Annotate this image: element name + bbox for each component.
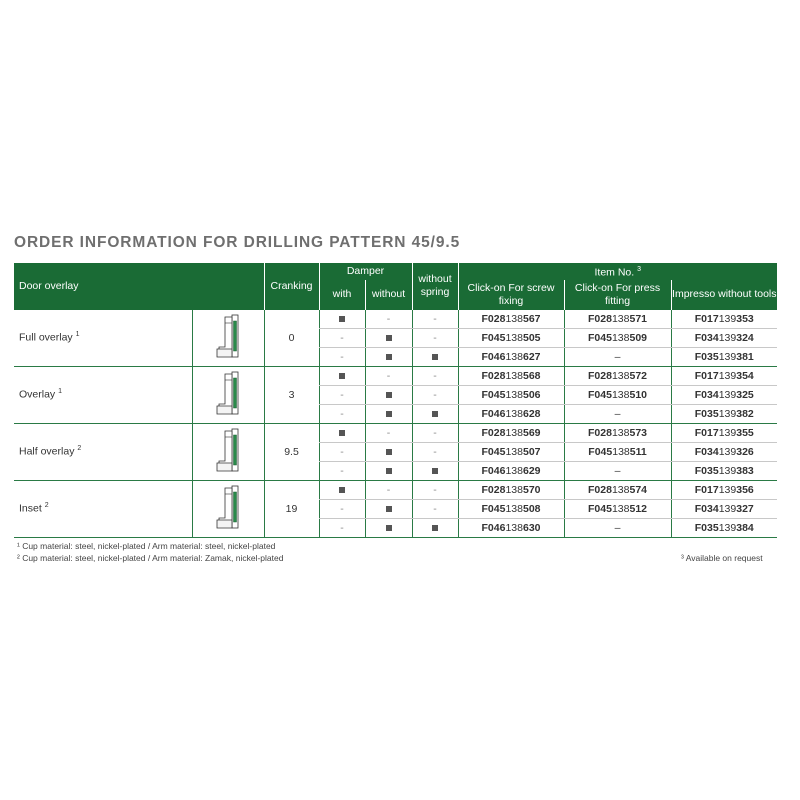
without-spring-cell bbox=[412, 461, 458, 480]
damper-with-cell bbox=[319, 423, 365, 442]
damper-without-cell bbox=[365, 518, 412, 537]
order-table bbox=[14, 263, 777, 538]
damper-with-cell: - bbox=[319, 461, 365, 480]
item-click-screw: F045138505 bbox=[458, 328, 564, 347]
item-click-screw: F045138508 bbox=[458, 499, 564, 518]
item-click-screw: F028138570 bbox=[458, 480, 564, 499]
without-spring-cell: - bbox=[412, 442, 458, 461]
header-damper: Damper bbox=[319, 263, 412, 280]
item-click-press: F028138571 bbox=[564, 310, 671, 329]
item-click-screw: F046138630 bbox=[458, 518, 564, 537]
item-click-press: F028138572 bbox=[564, 366, 671, 385]
table-row bbox=[14, 310, 777, 329]
item-impresso: F034139324 bbox=[671, 328, 777, 347]
filled-square-icon bbox=[386, 506, 392, 512]
damper-with-cell: - bbox=[319, 518, 365, 537]
header-click-press: Click-on For press fitting bbox=[564, 280, 671, 310]
damper-without-cell bbox=[365, 328, 412, 347]
hinge-diagram bbox=[192, 480, 264, 537]
header-cranking: Cranking bbox=[264, 263, 319, 310]
without-spring-cell: - bbox=[412, 423, 458, 442]
hinge-diagram-icon bbox=[211, 484, 245, 530]
damper-without-cell: - bbox=[365, 366, 412, 385]
hinge-diagram bbox=[192, 366, 264, 423]
filled-square-icon bbox=[386, 449, 392, 455]
damper-with-cell bbox=[319, 366, 365, 385]
header-click-screw: Click-on For screw fixing bbox=[458, 280, 564, 310]
without-spring-cell bbox=[412, 404, 458, 423]
item-click-screw: F028138569 bbox=[458, 423, 564, 442]
without-spring-cell: - bbox=[412, 499, 458, 518]
filled-square-icon bbox=[339, 373, 345, 379]
table-row bbox=[14, 480, 777, 499]
damper-with-cell: - bbox=[319, 442, 365, 461]
item-click-press: F045138509 bbox=[564, 328, 671, 347]
damper-without-cell bbox=[365, 499, 412, 518]
cranking-value: 9.5 bbox=[264, 423, 319, 480]
item-impresso: F017139356 bbox=[671, 480, 777, 499]
item-click-press: – bbox=[564, 404, 671, 423]
filled-square-icon bbox=[339, 316, 345, 322]
filled-square-icon bbox=[386, 335, 392, 341]
item-impresso: F035139384 bbox=[671, 518, 777, 537]
filled-square-icon bbox=[386, 468, 392, 474]
item-impresso: F034139325 bbox=[671, 385, 777, 404]
header-damper-with: with bbox=[319, 280, 365, 310]
without-spring-cell: - bbox=[412, 385, 458, 404]
item-impresso: F035139383 bbox=[671, 461, 777, 480]
page-title: ORDER INFORMATION FOR DRILLING PATTERN 45/9.5 bbox=[14, 234, 461, 251]
hinge-diagram bbox=[192, 423, 264, 480]
item-click-press: – bbox=[564, 347, 671, 366]
filled-square-icon bbox=[339, 487, 345, 493]
hinge-diagram-icon bbox=[211, 370, 245, 416]
item-impresso: F035139381 bbox=[671, 347, 777, 366]
item-click-screw: F045138506 bbox=[458, 385, 564, 404]
damper-with-cell bbox=[319, 310, 365, 329]
damper-without-cell bbox=[365, 442, 412, 461]
filled-square-icon bbox=[339, 430, 345, 436]
header-door-overlay: Door overlay bbox=[14, 263, 264, 310]
item-click-screw: F045138507 bbox=[458, 442, 564, 461]
without-spring-cell: - bbox=[412, 480, 458, 499]
item-click-press: F028138574 bbox=[564, 480, 671, 499]
item-impresso: F034139326 bbox=[671, 442, 777, 461]
damper-with-cell: - bbox=[319, 499, 365, 518]
hinge-diagram bbox=[192, 310, 264, 367]
damper-without-cell bbox=[365, 385, 412, 404]
footnote-3: ³ Available on request bbox=[681, 553, 763, 563]
without-spring-cell: - bbox=[412, 366, 458, 385]
item-click-screw: F028138567 bbox=[458, 310, 564, 329]
item-impresso: F017139353 bbox=[671, 310, 777, 329]
item-click-press: F045138511 bbox=[564, 442, 671, 461]
without-spring-cell: - bbox=[412, 328, 458, 347]
without-spring-cell: - bbox=[412, 310, 458, 329]
damper-without-cell: - bbox=[365, 480, 412, 499]
filled-square-icon bbox=[432, 525, 438, 531]
damper-with-cell: - bbox=[319, 347, 365, 366]
damper-with-cell: - bbox=[319, 404, 365, 423]
item-click-screw: F028138568 bbox=[458, 366, 564, 385]
header-impresso: Impresso without tools bbox=[671, 280, 777, 310]
item-impresso: F035139382 bbox=[671, 404, 777, 423]
door-overlay-label: Half overlay $^2$ bbox=[14, 423, 192, 480]
item-click-press: – bbox=[564, 518, 671, 537]
without-spring-cell bbox=[412, 347, 458, 366]
damper-without-cell: - bbox=[365, 310, 412, 329]
item-click-press: F028138573 bbox=[564, 423, 671, 442]
footnote-1: ¹ Cup material: steel, nickel-plated / Arm material: steel, nickel-plated bbox=[17, 541, 276, 551]
filled-square-icon bbox=[432, 411, 438, 417]
cranking-value: 0 bbox=[264, 310, 319, 367]
damper-with-cell bbox=[319, 480, 365, 499]
filled-square-icon bbox=[386, 411, 392, 417]
damper-without-cell bbox=[365, 404, 412, 423]
damper-without-cell bbox=[365, 461, 412, 480]
cranking-value: 19 bbox=[264, 480, 319, 537]
header-item-no: Item No. $^3$ bbox=[458, 263, 777, 280]
door-overlay-label: Overlay $^1$ bbox=[14, 366, 192, 423]
table-row bbox=[14, 366, 777, 385]
item-click-press: F045138510 bbox=[564, 385, 671, 404]
item-impresso: F017139355 bbox=[671, 423, 777, 442]
item-impresso: F034139327 bbox=[671, 499, 777, 518]
item-click-press: F045138512 bbox=[564, 499, 671, 518]
filled-square-icon bbox=[432, 468, 438, 474]
item-click-screw: F046138627 bbox=[458, 347, 564, 366]
item-impresso: F017139354 bbox=[671, 366, 777, 385]
hinge-diagram-icon bbox=[211, 313, 245, 359]
damper-without-cell bbox=[365, 347, 412, 366]
item-click-press: – bbox=[564, 461, 671, 480]
hinge-diagram-icon bbox=[211, 427, 245, 473]
damper-with-cell: - bbox=[319, 385, 365, 404]
without-spring-cell bbox=[412, 518, 458, 537]
item-click-screw: F046138628 bbox=[458, 404, 564, 423]
damper-with-cell: - bbox=[319, 328, 365, 347]
table-row bbox=[14, 423, 777, 442]
filled-square-icon bbox=[386, 525, 392, 531]
filled-square-icon bbox=[386, 354, 392, 360]
cranking-value: 3 bbox=[264, 366, 319, 423]
footnote-2: ² Cup material: steel, nickel-plated / Arm material: Zamak, nickel-plated bbox=[17, 553, 284, 563]
filled-square-icon bbox=[386, 392, 392, 398]
header-damper-without: without bbox=[365, 280, 412, 310]
item-click-screw: F046138629 bbox=[458, 461, 564, 480]
door-overlay-label: Inset $^2$ bbox=[14, 480, 192, 537]
filled-square-icon bbox=[432, 354, 438, 360]
header-without-spring: without spring bbox=[412, 263, 458, 310]
door-overlay-label: Full overlay $^1$ bbox=[14, 310, 192, 367]
damper-without-cell: - bbox=[365, 423, 412, 442]
